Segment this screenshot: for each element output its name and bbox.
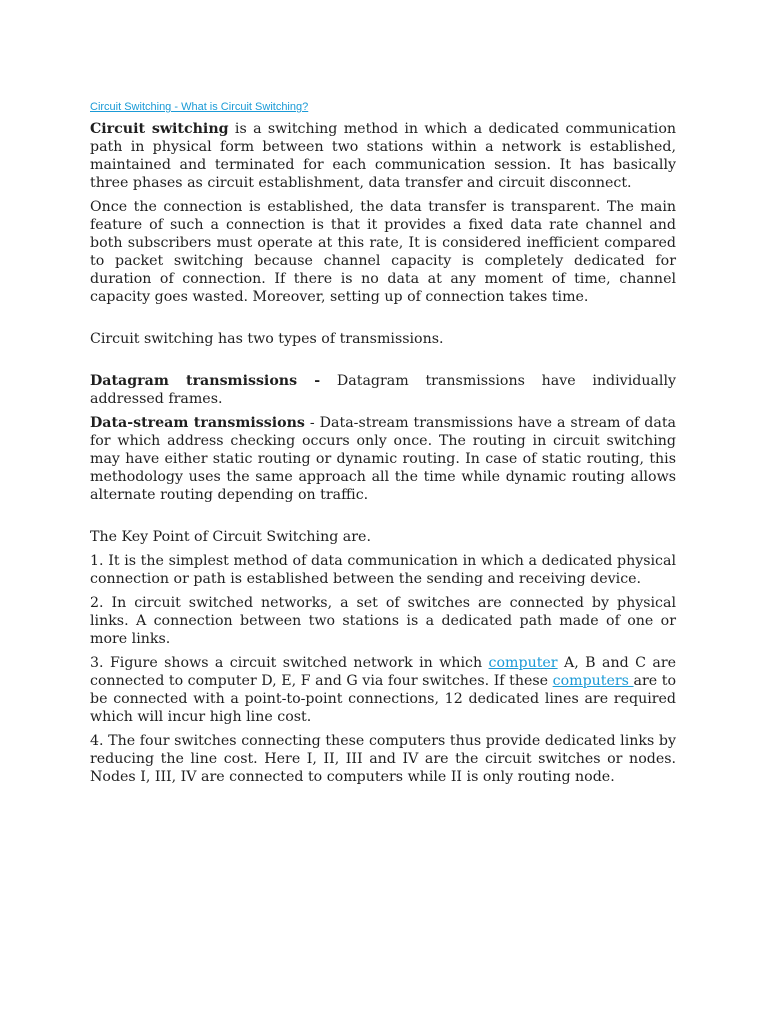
intro-paragraph <box>90 120 676 192</box>
key-point-3-text-c: are to be connected with a point-to-point connections, 12 dedicated lines are required which will incur high line cost. <box>90 673 676 725</box>
key-point-1: 1. It is the simplest method of data communication in which a dedicated physical connection or path is established between the sending and receiving device. <box>90 553 676 587</box>
article-title-link[interactable]: Circuit Switching - What is Circuit Switching? <box>90 101 309 113</box>
datastream-paragraph <box>90 414 676 504</box>
keypoints-intro-paragraph: The Key Point of Circuit Switching are. <box>90 529 371 545</box>
intro-term: Circuit switching <box>90 121 229 137</box>
document-page <box>90 100 676 792</box>
datagram-term: Datagram transmissions - <box>90 373 321 389</box>
datagram-text: Datagram transmissions have individually addressed frames. <box>90 373 677 407</box>
datagram-paragraph <box>90 372 676 408</box>
types-intro-paragraph: Circuit switching has two types of transmissions. <box>90 331 444 347</box>
key-point-3 <box>90 654 676 726</box>
key-point-3-text-a: 3. Figure shows a circuit switched network in which <box>90 655 489 671</box>
key-point-4: 4. The four switches connecting these computers thus provide dedicated links by reducing the line cost. Here I, II, III and IV are the circuit switches or nodes. Nodes I, III, IV are connected to computers while II is only routing node. <box>90 733 676 785</box>
computers-link[interactable]: computers <box>552 673 634 689</box>
datastream-text: - Data-stream transmissions have a stream of data for which address checking occurs only once. The routing in circuit switching may have either static routing or dynamic routing. In case of static routing, this methodology uses the same approach all the time while dynamic routing allows alternate routing depending on traffic. <box>90 415 677 503</box>
datastream-term: Data-stream transmissions <box>90 415 305 431</box>
key-point-2: 2. In circuit switched networks, a set of switches are connected by physical links. A connection between two stations is a dedicated path made of one or more links. <box>90 595 676 647</box>
key-point-3-text-b: A, B and C are connected to computer D, E, F and G via four switches. If these <box>90 655 676 689</box>
intro-text: is a switching method in which a dedicated communication path in physical form between two stations within a network is established, maintained and terminated for each communication session. It has basically three phases as circuit establishment, data transfer and circuit disconnect. <box>90 121 676 191</box>
computer-link[interactable]: computer <box>488 655 558 671</box>
connection-paragraph: Once the connection is established, the data transfer is transparent. The main feature of such a connection is that it provides a fixed data rate channel and both subscribers must operate at this rate, It is considered inefficient compared to packet switching because channel capacity is completely dedicated for duration of connection. If there is no data at any moment of time, channel capacity goes wasted. Moreover, setting up of connection takes time. <box>90 199 676 305</box>
